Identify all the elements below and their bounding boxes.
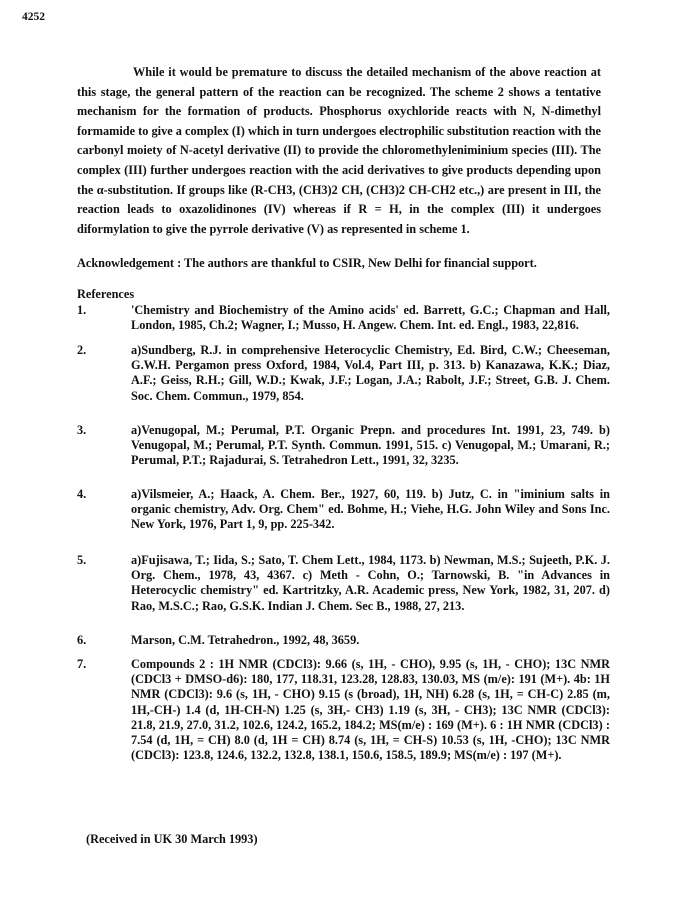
reference-number: 4. <box>77 487 87 501</box>
acknowledgement <box>77 254 607 272</box>
reference-text: a)Sundberg, R.J. in comprehensive Heterocyclic Chemistry, Ed. Bird, C.W.; Cheeseman, G.W.H. Pergamon press Oxford, 1984, Vol.4, Part III, p. 313. b) Kanazawa, K.K.; Diaz, A.F.; Geiss, R.H.; Gill, W.D.; Kwak, J.F.; Logan, J.A.; Rabolt, J.F.; Street, G.B. J. Chem. Soc. Chem. Commun., 1979, 854. <box>131 343 610 403</box>
reference-number: 2. <box>77 343 87 357</box>
references-heading: References <box>77 287 135 301</box>
acknowledgement-label: Acknowledgement : <box>77 256 182 270</box>
reference-text: Compounds 2 : 1H NMR (CDCl3): 9.66 (s, 1H, - CHO), 9.95 (s, 1H, - CHO); 13C NMR (CDCl3 + DMSO-d6): 180, 177, 118.31, 123.28, 128.83, 130.03, MS (m/e): 191 (M+). 4b: 1H NMR (CDCl3): 9.6 (s, 1H, - CHO) 9.15 (s (broad), 1H, NH) 6.28 (s, 1H, = CH-C) 2.85 (m, 1H,-CH-) 1.4 (d, 1H-CH-N) 1.25 (s, 3H,- CH3) 1.19 (s, 3H, - CH3); 13C NMR (CDCl3): 21.8, 21.9, 27.0, 31.2, 102.6, 124.2, 165.2, 184.2; MS(m/e) : 169 (M+). 6 : 1H NMR (CDCl3) : 7.54 (d, 1H, = CH) 8.0 (d, 1H = CH) 8.74 (s, 1H, = CH-S) 10.53 (s, 1H, -CHO); 13C NMR (CDCl3): 123.8, 124.6, 132.2, 132.8, 138.1, 150.6, 158.5, 189.9; MS(m/e) : 197 (M+). <box>131 657 610 763</box>
reference-text: 'Chemistry and Biochemistry of the Amino acids' ed. Barrett, G.C.; Chapman and Hall, London, 1985, Ch.2; Wagner, I.; Musso, H. Angew. Chem. Int. ed. Engl., 1983, 22,816. <box>131 303 610 333</box>
reference-text: a)Vilsmeier, A.; Haack, A. Chem. Ber., 1927, 60, 119. b) Jutz, C. in "iminium salts in organic chemistry, Adv. Org. Chem" ed. Bohme, H.; Viehe, H.G. John Wiley and Sons Inc. New York, 1976, Part 1, 9, pp. 225-342. <box>131 487 610 532</box>
reference-text: a)Venugopal, M.; Perumal, P.T. Organic Prepn. and procedures Int. 1991, 23, 749. b) Venugopal, M.; Perumal, P.T. Synth. Commun. 1991, 515. c) Venugopal, M.; Umarani, R.; Perumal, P.T.; Rajadurai, S. Tetrahedron Lett., 1991, 32, 3235. <box>131 423 610 468</box>
page-number: 4252 <box>22 11 45 23</box>
reference-number: 1. <box>77 303 87 317</box>
body-paragraph: While it would be premature to discuss the detailed mechanism of the above reaction at this stage, the general pattern of the reaction can be recognized. The scheme 2 shows a tentative mechanism for the formation of products. Phosphorus oxychloride reacts with N, N-dimethyl formamide to give a complex (I) which in turn undergoes electrophilic substitution reaction with the carbonyl moiety of N-acetyl derivative (II) to provide the chloromethyleniminium species (III). The complex (III) further undergoes reaction with the acid derivatives to give products depending upon the α-substitution. If groups like (R-CH3, (CH3)2 CH, (CH3)2 CH-CH2 etc.,) are present in III, the reaction leads to oxazolidinones (IV) whereas if R = H, in the complex (III) it undergoes diformylation to give the pyrrole derivative (V) as represented in scheme 1. <box>77 65 601 236</box>
reference-number: 5. <box>77 553 87 567</box>
reference-text: a)Fujisawa, T.; Iida, S.; Sato, T. Chem Lett., 1984, 1173. b) Newman, M.S.; Sujeeth, P.K. J. Org. Chem., 1978, 43, 4367. c) Meth - Cohn, O.; Tarnowski, B. "in Advances in Heterocyclic chemistry" ed. Kartritzky, A.R. Academic press, New York, 1982, 31, 207. d) Rao, M.S.C.; Rao, G.S.K. Indian J. Chem. Sec B., 1988, 27, 213. <box>131 553 610 613</box>
reference-number: 3. <box>77 423 87 437</box>
reference-text: Marson, C.M. Tetrahedron., 1992, 48, 3659. <box>131 633 360 647</box>
reference-number: 7. <box>77 657 87 671</box>
acknowledgement-text: The authors are thankful to CSIR, New Delhi for financial support. <box>184 256 537 270</box>
reference-number: 6. <box>77 633 87 647</box>
received-date: (Received in UK 30 March 1993) <box>86 832 258 846</box>
